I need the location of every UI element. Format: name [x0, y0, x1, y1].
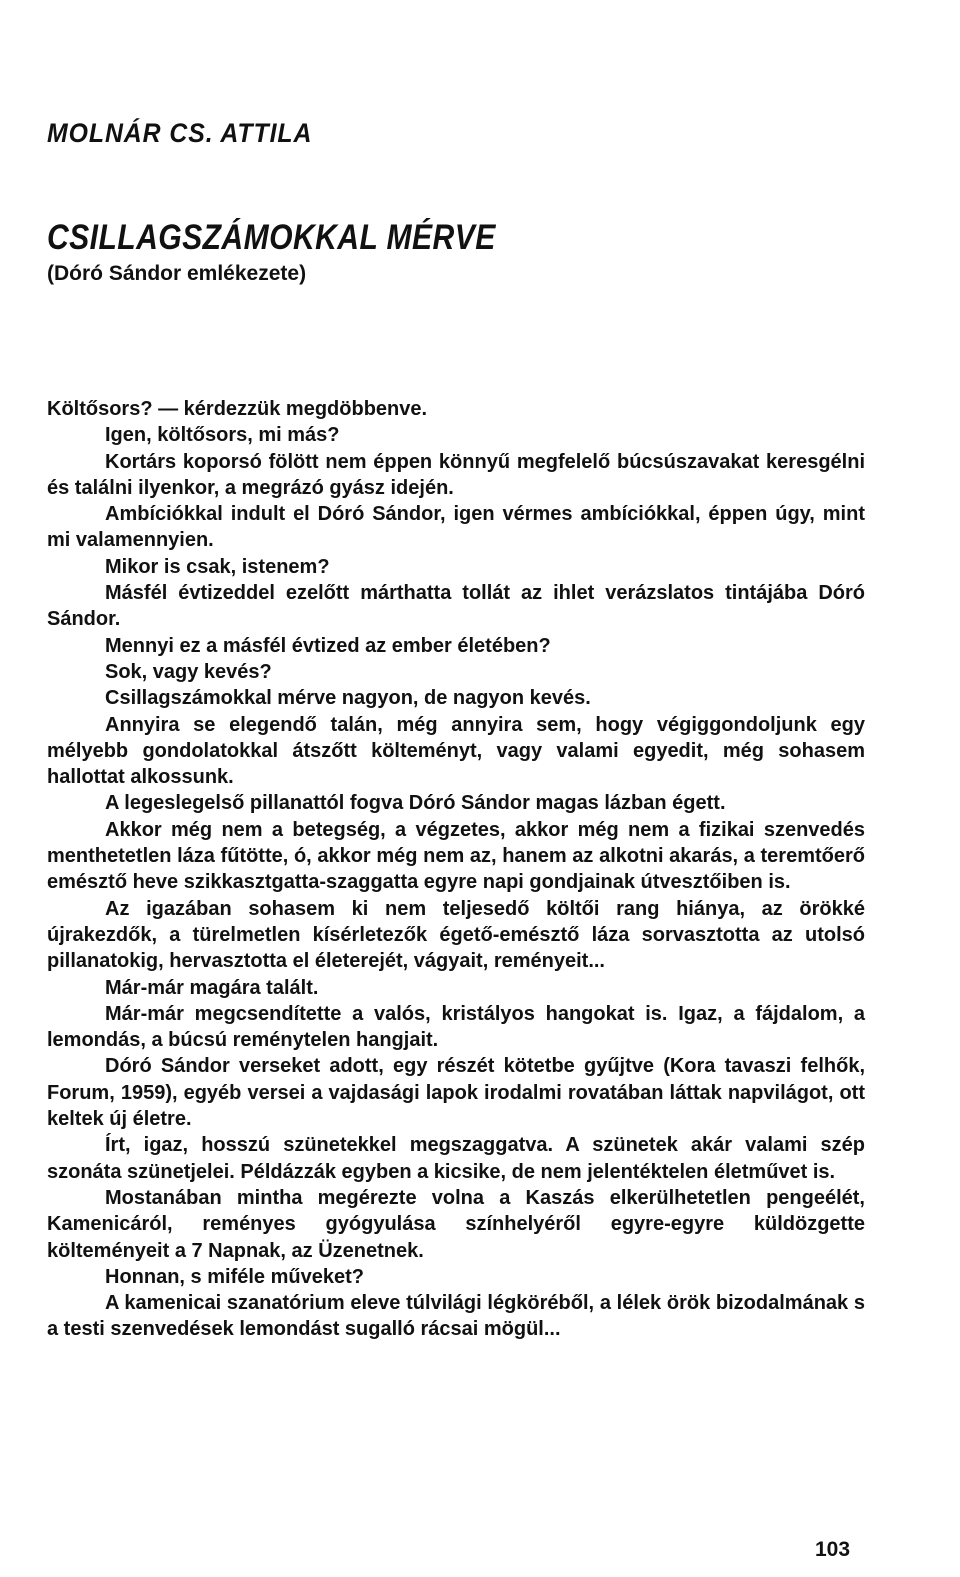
- body-text: [47, 396, 865, 1343]
- author-name: MOLNÁR CS. ATTILA: [47, 118, 313, 148]
- poem-essay-title: CSILLAGSZÁMOKKAL MÉRVE: [47, 218, 496, 257]
- paragraph: Már-már megcsendítette a valós, kristályos hangokat is. Igaz, a fájdalom, a lemondás, a búcsú reménytelen hangjait.: [47, 1002, 865, 1052]
- paragraph: Mostanában mintha megérezte volna a Kaszás elkerülhetetlen pengeélét, Kamenicáról, reményes gyógyulása színhelyéről egyre-egyre küldözgette költeményeit a 7 Napnak, az Üzenetnek.: [47, 1186, 865, 1262]
- page-number: 103: [815, 1538, 851, 1561]
- subtitle: (Dóró Sándor emlékezete): [47, 262, 307, 285]
- paragraph: A legeslegelső pillanattól fogva Dóró Sándor magas lázban égett.: [105, 792, 726, 815]
- paragraph: A kamenicai szanatórium eleve túlvilági légköréből, a lélek örök bizodalmának s a testi szenvedések lemondást sugalló rácsai mögül...: [47, 1292, 865, 1341]
- paragraph: Annyira se elegendő talán, még annyira sem, hogy végiggondoljunk egy mélyebb gondolatokkal átszőtt költeményt, vagy valami egyedit, még sohasem hallottat alkossunk.: [47, 713, 865, 789]
- paragraph: Csillagszámokkal mérve nagyon, de nagyon kevés.: [105, 687, 591, 710]
- paragraph: Sok, vagy kevés?: [105, 660, 272, 683]
- paragraph: Akkor még nem a betegség, a végzetes, akkor még nem a fizikai szenvedés menthetetlen láza fűtötte, ó, akkor még nem az, hanem az alkotni akarás, a teremtőerő emésztő heve szikkasztgatta-szaggatta egyre napi gondjainak útvesztőiben is.: [47, 818, 865, 894]
- paragraph: Már-már magára talált.: [105, 976, 319, 999]
- paragraph: Az igazában sohasem ki nem teljesedő költői rang hiánya, az örökké újrakezdők, a türelmetlen kísérletezők égető-emésztő láza sorvasztotta az utolsó pillanatokig, hervasztotta el életerejét, vágyait, reményeit...: [47, 897, 865, 973]
- paragraph: Költősors? — kérdezzük megdöbbenve.: [47, 398, 428, 420]
- paragraph: Mennyi ez a másfél évtized az ember életében?: [105, 634, 551, 657]
- paragraph: Dóró Sándor verseket adott, egy részét kötetbe gyűjtve (Kora tavaszi felhők, Forum, 1959), egyéb versei a vajdasági lapok irodalmi rovatában láttak napvilágot, ott keltek új életre.: [47, 1055, 865, 1131]
- paragraph: Írt, igaz, hosszú szünetekkel megszaggatva. A szünetek akár valami szép szonáta szünetjelei. Példázzák egyben a kicsike, de nem jelentéktelen életművet is.: [47, 1134, 865, 1183]
- paragraph: Másfél évtizeddel ezelőtt márthatta tollát az ihlet verázslatos tintájába Dóró Sándor.: [47, 582, 865, 631]
- paragraph: Kortárs koporsó fölött nem éppen könnyű megfelelő búcsúszavakat keresgélni és találni ilyenkor, a megrázó gyász idején.: [47, 450, 865, 499]
- paragraph: Honnan, s miféle műveket?: [105, 1265, 364, 1288]
- paragraph: Mikor is csak, istenem?: [105, 555, 330, 578]
- paragraph: Igen, költősors, mi más?: [105, 424, 340, 447]
- paragraph: Ambíciókkal indult el Dóró Sándor, igen vérmes ambíciókkal, éppen úgy, mint mi valamennyien.: [47, 503, 865, 552]
